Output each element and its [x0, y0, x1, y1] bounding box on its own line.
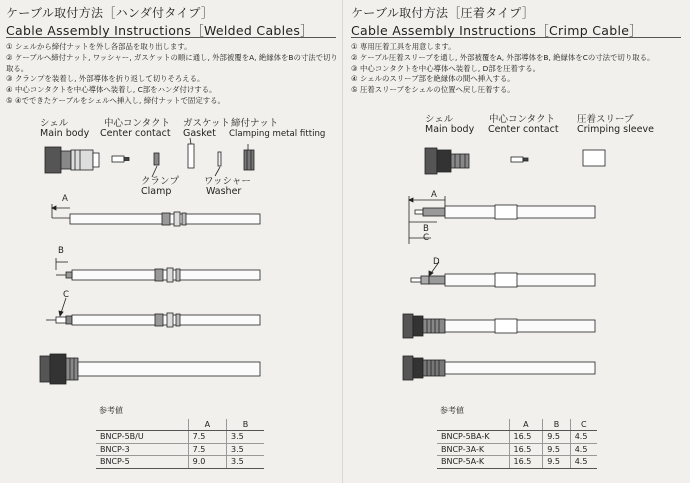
clamp-part-icon: [152, 153, 159, 177]
model-cell: BNCP-3A-K: [437, 443, 509, 456]
cable-step-abc-drawing: [409, 196, 595, 244]
clamp-label-jp: クランプ: [141, 176, 180, 187]
contact-label-jp: 中心コンタクト: [489, 114, 556, 125]
dim-c-label: C: [63, 290, 70, 300]
washer-label-jp: ワッシャー: [204, 176, 251, 187]
value-cell: 16.5: [509, 456, 543, 469]
right-step-3: ③ 中心コンタクトを中心導体へ装着し, D部を圧着する。: [351, 63, 541, 73]
shell-part-icon: [425, 148, 469, 174]
dim-a-label: A: [62, 194, 68, 204]
value-cell: 7.5: [188, 431, 226, 444]
value-cell: 9.5: [543, 431, 570, 444]
nut-label-jp: 締付ナット: [231, 118, 279, 129]
welded-cable-panel: [0, 0, 340, 483]
washer-label-en: Washer: [206, 186, 242, 197]
sleeve-label-en: Crimping sleeve: [577, 124, 654, 135]
assembled-connector-drawing: [403, 356, 595, 380]
dim-b-label: B: [58, 246, 64, 256]
table-header: C: [570, 419, 597, 431]
dim-a-label: A: [431, 190, 437, 200]
right-title-en: Cable Assembly Instructions［Crimp Cable］: [351, 23, 643, 38]
left-step-1: ① シェルから締付ナットを外し各部品を取り出します。: [6, 42, 192, 51]
shell-part-icon: [45, 147, 99, 173]
value-cell: 4.5: [570, 431, 597, 444]
model-cell: BNCP-3: [96, 443, 188, 456]
left-step-5: ⑤ ④でできたケーブルをシェルへ挿入し, 締付ナットで固定する。: [6, 95, 225, 105]
value-cell: 9.0: [188, 456, 226, 469]
table-header: A: [188, 419, 226, 431]
welded-assembly-drawings: [0, 0, 340, 483]
gasket-label-jp: ガスケット: [183, 118, 231, 129]
cable-step-c-drawing: [46, 298, 260, 327]
washer-part-icon: [215, 152, 221, 176]
right-step-4: ④ シェルのスリーブ部を絶縁体の間へ挿入する。: [351, 74, 515, 84]
value-cell: 7.5: [188, 443, 226, 456]
shell-label-en: Main body: [40, 128, 90, 139]
crimping-sleeve-icon: [583, 150, 605, 166]
model-cell: BNCP-5B/U: [96, 431, 188, 444]
right-step-2: ② ケーブル圧着スリーブを通し, 外部被覆をA, 外部導体をB, 絶縁体をCの寸法で切り取る。: [351, 52, 655, 62]
left-step-3: ③ クランプを装着し, 外部導体を折り返して切りそろえる。: [6, 74, 205, 84]
table-header: B: [227, 419, 264, 431]
center-contact-icon: [112, 156, 129, 162]
shell-label-jp: シェル: [425, 114, 454, 125]
table-header: B: [543, 419, 570, 431]
model-cell: BNCP-5: [96, 456, 188, 469]
panel-divider: [342, 0, 343, 483]
right-ref-title: 参考値: [440, 406, 464, 415]
value-cell: 4.5: [570, 456, 597, 469]
value-cell: 3.5: [227, 443, 264, 456]
crimp-cable-panel: [345, 0, 685, 483]
left-step-2: ② ケーブルへ締付ナット, ワッシャー, ガスケットの順に通し, 外部被覆をA, 絶縁体をBの寸法で切り取る。: [6, 52, 338, 73]
shell-label-jp: シェル: [40, 118, 69, 129]
value-cell: 16.5: [509, 431, 543, 444]
dim-d-label: D: [433, 257, 440, 267]
cable-step-b-drawing: [56, 258, 260, 282]
left-title-jp: ケーブル取付方法［ハンダ付タイプ］: [6, 6, 214, 20]
shell-insert-drawing: [403, 314, 595, 338]
contact-label-en: Center contact: [100, 128, 171, 139]
right-step-1: ① 専用圧着工具を用意します。: [351, 42, 456, 51]
contact-label-en: Center contact: [488, 124, 559, 135]
gasket-part-icon: [188, 138, 194, 168]
cable-step-d-drawing: [411, 262, 595, 287]
model-cell: BNCP-5A-K: [437, 456, 509, 469]
cable-step-a-drawing: [52, 204, 260, 226]
table-header: A: [509, 419, 543, 431]
value-cell: 9.5: [543, 443, 570, 456]
clamp-label-en: Clamp: [141, 186, 172, 197]
value-cell: 9.5: [543, 456, 570, 469]
contact-label-jp: 中心コンタクト: [104, 118, 171, 129]
left-step-4: ④ 中心コンタクトを中心導体へ装着し, C部をハンダ付けする。: [6, 85, 217, 95]
crimp-assembly-drawings: [345, 0, 690, 483]
value-cell: 3.5: [227, 456, 264, 469]
left-title-en: Cable Assembly Instructions［Welded Cables］: [6, 23, 314, 38]
sleeve-label-jp: 圧着スリーブ: [577, 114, 634, 125]
dim-c-label: C: [423, 233, 430, 243]
dim-b-label: B: [423, 224, 429, 234]
clamping-nut-part-icon: [244, 144, 254, 170]
right-step-5: ⑤ 圧着スリーブをシェルの位置へ戻し圧着する。: [351, 85, 515, 95]
right-title-jp: ケーブル取付方法［圧着タイプ］: [351, 6, 535, 20]
value-cell: 4.5: [570, 443, 597, 456]
gasket-label-en: Gasket: [183, 128, 216, 139]
left-ref-title: 参考値: [99, 406, 123, 415]
shell-label-en: Main body: [425, 124, 475, 135]
center-contact-icon: [511, 157, 528, 162]
nut-label-en: Clamping metal fitting: [229, 129, 326, 139]
value-cell: 16.5: [509, 443, 543, 456]
assembled-connector-drawing: [40, 354, 260, 384]
model-cell: BNCP-5BA-K: [437, 431, 509, 444]
value-cell: 3.5: [227, 431, 264, 444]
